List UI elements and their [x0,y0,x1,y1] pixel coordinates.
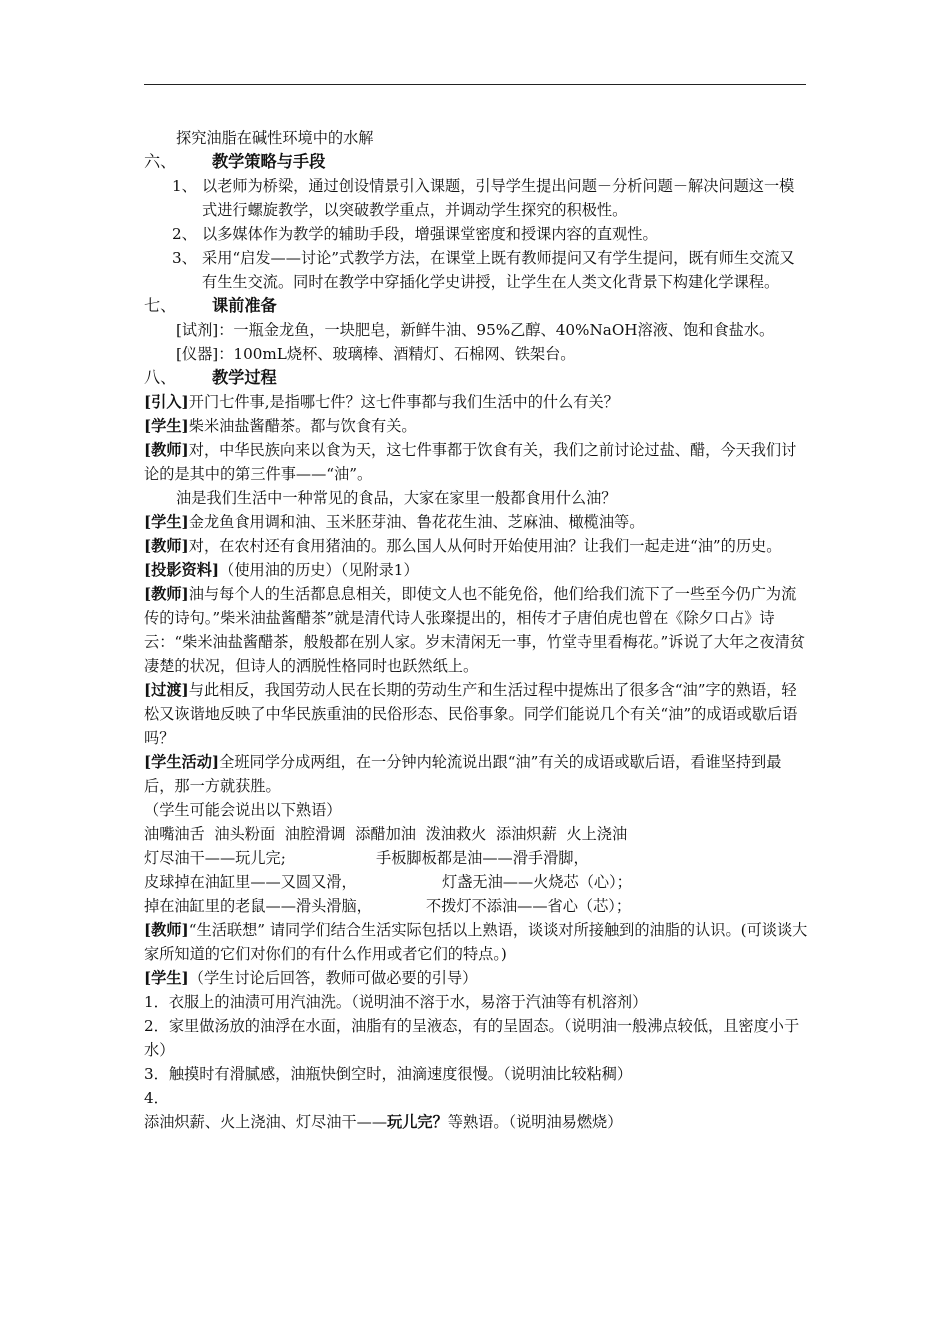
section-title: 课前准备 [212,296,277,315]
list-item [144,222,808,246]
paragraph-question: 油是我们生活中一种常见的食品，大家在家里一般都食用什么油？ [176,489,617,507]
paragraph-teacher [144,918,808,966]
paragraph-tag: [投影资料] [144,561,220,579]
answer-text: 添油炽薪、火上浇油、灯尽油干—— [144,1113,387,1131]
item-number: 2、 [172,225,197,243]
intro-line: 探究油脂在碱性环境中的水解 [176,129,374,147]
paragraph-teacher [144,438,808,486]
xiehouyu-left: 掉在油缸里的老鼠——滑头滑脑， [144,897,372,915]
section-heading-7 [144,294,808,318]
answer-item: 4． [144,1089,169,1107]
section-number: 七、 [144,296,177,315]
paragraph-tag: [教师] [144,921,189,939]
paragraph-intro [144,390,808,414]
section-heading-6 [144,150,808,174]
paragraph-projection [144,558,808,582]
section-title: 教学过程 [212,368,277,387]
paragraph-tag: [过渡] [144,681,189,699]
answer-text: 等熟语。（说明油易燃烧） [447,1113,623,1131]
paragraph-text: “生活联想” 请同学们结合生活实际包括以上熟语，谈谈对所接触到的油脂的认识。(可谈谈大家所知道的它们对你们的有什么作用或者它们的特点。) [144,921,808,963]
paragraph-text: 与此相反，我国劳动人民在长期的劳动生产和生活过程中提炼出了很多含“油”字的熟语，轻松又诙谐地反映了中华民族重油的民俗形态、民俗事象。同学们能说几个有关“油”的成语或歇后语吗？ [144,681,798,747]
xiehouyu-left: 灯尽油干——玩儿完; [144,849,286,867]
paragraph-tag: [学生] [144,513,189,531]
item-number: 3、 [172,249,197,267]
answer-item [144,1110,808,1134]
paragraph-text: （使用油的历史）（见附录1） [219,561,419,579]
section-number: 八、 [144,368,177,387]
paragraph-text: 对，在农村还有食用猪油的。那么国人从何时开始使用油？让我们一起走进“油”的历史。 [188,537,782,555]
xiehouyu-row [144,894,808,918]
instruments-line: [仪器]：100mL烧杯、玻璃棒、酒精灯、石棉网、铁架台。 [176,345,576,363]
section-title: 教学策略与手段 [212,152,326,171]
paragraph-teacher [144,534,808,558]
item-number: 1、 [172,177,197,195]
list-item [144,246,808,294]
document-body [144,126,808,1134]
list-item [144,174,808,222]
paragraph-tag: [教师] [144,441,189,459]
paragraph-tag: [教师] [144,585,189,603]
paragraph-text: 柴米油盐酱醋茶。都与饮食有关。 [188,417,417,435]
answer-item: 3．触摸时有滑腻感，油瓶快倒空时，油滴速度很慢。（说明油比较粘稠） [144,1065,633,1083]
idioms-line: 油嘴油舌 油头粉面 油腔滑调 添醋加油 泼油救火 添油炽薪 火上浇油 [144,825,628,843]
paragraph-tag: [教师] [144,537,189,555]
header-rule [144,84,806,85]
xiehouyu-right: 手板脚板都是油——滑手滑脚， [376,849,589,867]
paragraph-text: 开门七件事,是指哪七件？这七件事都与我们生活中的什么有关？ [188,393,619,411]
reagents-line: [试剂]：一瓶金龙鱼，一块肥皂，新鲜牛油、95%乙醇、40%NaOH溶液、饱和食盐水。 [176,321,775,339]
answer-emphasis: 玩儿完？ [387,1113,448,1131]
item-text: 以老师为桥梁，通过创设情景引入课题，引导学生提出问题－分析问题－解决问题这一模式进行螺旋教学，以突破教学重点，并调动学生探究的积极性。 [202,177,795,219]
section-number: 六、 [144,152,177,171]
paragraph-tag: [学生] [144,969,189,987]
xiehouyu-right: 不拨灯不添油——省心（芯）； [426,897,632,915]
paragraph-student [144,510,808,534]
paragraph-transition [144,678,808,750]
item-text: 采用“启发——讨论”式教学方法，在课堂上既有教师提问又有学生提问，既有师生交流又有生生交流。同时在教学中穿插化学史讲授，让学生在人类文化背景下构建化学课程。 [202,249,795,291]
paragraph-text: 油与每个人的生活都息息相关，即使文人也不能免俗，他们给我们流下了一些至今仍广为流传的诗句。”柴米油盐酱醋茶”就是清代诗人张璨提出的，相传才子唐伯虎也曾在《除夕口占》诗云：“柴米油盐酱醋茶，般般都在别人家。岁末清闲无一事，竹堂寺里看梅花。”诉说了大年之夜清贫凄楚的状况，但诗人的洒脱性格同时也跃然纸上。 [144,585,805,675]
paragraph-text: 金龙鱼食用调和油、玉米胚芽油、鲁花花生油、芝麻油、橄榄油等。 [188,513,645,531]
paragraph-activity [144,750,808,798]
section-heading-8 [144,366,808,390]
paragraph-tag: [学生] [144,417,189,435]
xiehouyu-right: 灯盏无油——火烧芯（心）； [442,873,632,891]
paragraph-text: （学生讨论后回答，教师可做必要的引导） [188,969,478,987]
item-text: 以多媒体作为教学的辅助手段，增强课堂密度和授课内容的直观性。 [202,225,658,243]
paragraph-student [144,414,808,438]
xiehouyu-left: 皮球掉在油缸里——又圆又滑， [144,873,357,891]
paragraph-tag: [学生活动] [144,753,220,771]
answer-item: 2．家里做汤放的油浮在水面，油脂有的呈液态，有的呈固态。（说明油一般沸点较低，且密度小于水） [144,1017,800,1059]
paragraph-note: （学生可能会说出以下熟语） [144,801,342,819]
paragraph-text: 对，中华民族向来以食为天，这七件事都于饮食有关，我们之前讨论过盐、醋，今天我们讨论的是其中的第三件事——“油”。 [144,441,797,483]
xiehouyu-row [144,846,808,870]
paragraph-text: 全班同学分成两组，在一分钟内轮流说出跟“油”有关的成语或歇后语，看谁坚持到最后，那一方就获胜。 [144,753,782,795]
paragraph-tag: [引入] [144,393,189,411]
paragraph-teacher [144,582,808,678]
xiehouyu-row [144,870,808,894]
paragraph-student [144,966,808,990]
answer-item: 1．衣服上的油渍可用汽油洗。（说明油不溶于水，易溶于汽油等有机溶剂） [144,993,648,1011]
